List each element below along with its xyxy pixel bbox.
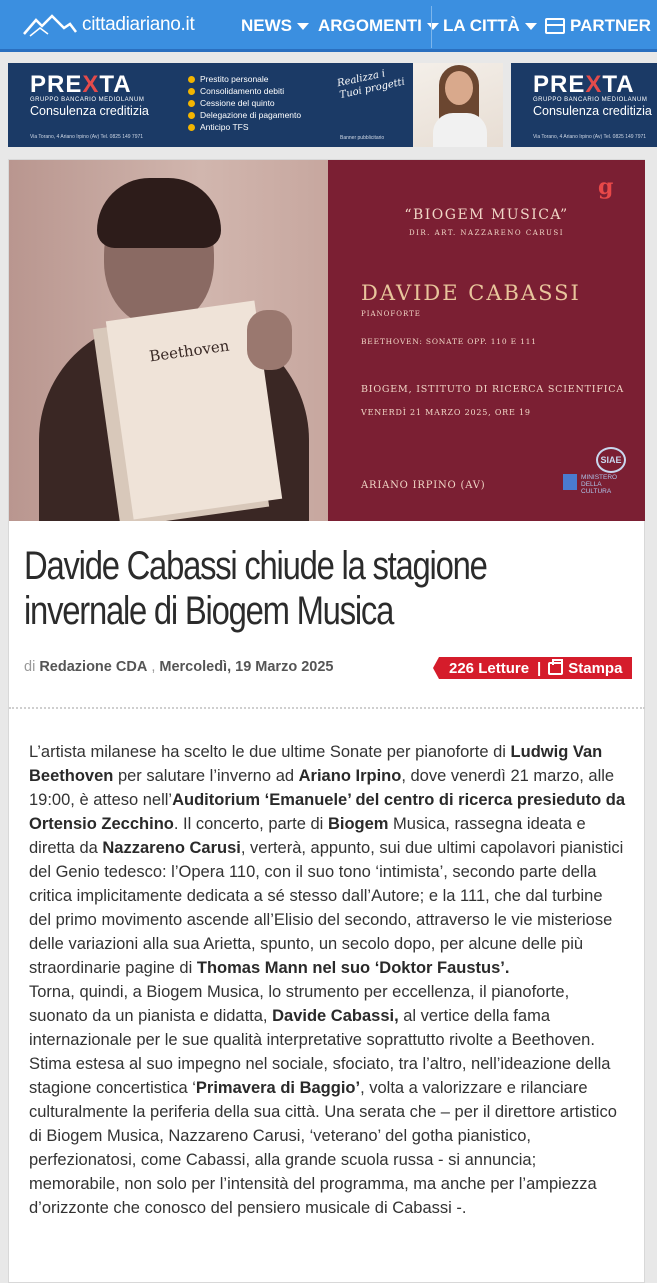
printer-icon[interactable] [548,662,563,675]
ministry-logo: MINISTERO DELLA CULTURA [563,474,633,495]
ad-banner-2[interactable] [511,63,657,147]
body-text: , dove venerdì 21 marzo, alle 19:00, è atteso nell’ [29,767,615,809]
ad-services [188,73,301,133]
ad-tagline: Consulenza creditizia [533,104,652,118]
ad-address: Via Torano, 4 Ariano Irpino (Av) Tel. 0825 149 7971 [30,134,144,140]
check-icon [188,112,195,119]
body-text: L’artista milanese ha scelto le due ultime Sonate per pianoforte di [29,743,511,761]
nav-partner-label: PARTNER [570,16,651,35]
poster-instrument: PIANOFORTE [361,310,421,318]
check-icon [188,124,195,131]
list-item: Anticipo TFS [188,121,301,133]
poster-venue: BIOGEM, ISTITUTO DI RICERCA SCIENTIFICA [361,384,624,395]
ad-address: Via Torano, 4 Ariano Irpino (Av) Tel. 0825 149 7971 [533,134,647,140]
poster-text-panel [328,160,645,521]
by-label: di [24,659,36,675]
author-link[interactable]: Redazione CDA [39,659,148,675]
ad-brand-sub: GRUPPO BANCARIO MEDIOLANUM [30,97,145,103]
body-text: , verterà, appunto, sui due ultimi capolavori pianistici del Genio tedesco: l’Opera 110, con il suo tono ‘intimista’, secondo parte della critica implicitamente dedicata a sé stesso dall’Autore; e la 111, che dal turbine del primo movimento ascende all’Elisio del secondo, attraverso le vie misteriose delle variazioni alla sua Arietta, spunto, un secolo dopo, per alcune delle più straordinarie pagine di [29,839,624,977]
ad-photo [413,63,503,147]
article-paragraph [29,980,629,1220]
article-hero-image[interactable] [9,160,645,521]
ad-brand: PREXTA [533,71,635,98]
mountain-logo-icon [22,12,78,38]
publish-date: Mercoledì, 19 Marzo 2025 [159,659,334,675]
body-text: per salutare l’inverno ad [113,767,299,785]
nav-news[interactable] [241,0,309,52]
bold-text: Ariano Irpino [298,767,402,785]
bold-text: Thomas Mann nel suo ‘Doktor Faustus’. [196,959,510,977]
check-icon [188,76,195,83]
bold-text: Davide Cabassi, [272,1007,399,1025]
chevron-down-icon [525,23,537,30]
check-icon [188,88,195,95]
meta-comma: , [151,659,156,675]
nav-partner[interactable] [545,0,651,52]
body-text: al vertice della fama internazionale per le sue qualità interpretative soprattutto rivolte a Beethoven. Stima estesa al suo impegno nel sociale, sfociato, tra l’altro, nell’ideazione della stagione concertistica ‘ [29,1007,611,1097]
ad-banner[interactable] [8,63,503,147]
body-text: Torna, quindi, a Biogem Musica, lo strumento per eccellenza, il pianoforte, suonato da un pianista e didatta, [29,983,570,1025]
bold-text: Biogem [327,815,389,833]
nav-news-label: NEWS [241,16,292,35]
list-item: Delegazione di pagamento [188,109,301,121]
article-paragraph [29,740,629,980]
book-title: Beethoven [148,336,231,366]
list-item: Prestito personale [188,73,301,85]
nav-la-citta[interactable] [443,0,537,52]
nav-argomenti[interactable] [318,0,439,52]
print-button[interactable]: Stampa [568,659,623,677]
pianist-photo [9,160,328,521]
meta-divider [9,707,645,709]
logo-text: cittadiariano.it [82,14,195,35]
biogem-logo: g [598,174,614,200]
bold-text: Ludwig Van Beethoven [29,743,603,785]
nav-divider [431,6,432,48]
top-nav [0,0,657,52]
ad-slogan: Realizza i Tuoi progetti [336,68,406,102]
body-text: , volta a valorizzare e rilanciare culturalmente la periferia della sua città. Una serata che – per il direttore artistico di Biogem Musica, Nazzareno Carusi, ‘veterano’ del gotha pianistico, perfezionatosi, come Cabassi, alla grande scuola russa - si annuncia; memorabile, non solo per l’intensità del programma, ma anche per l’ampiezza d’orizzonte che conosco del pensiero musicale di Cabassi -. [29,1079,617,1217]
article-meta [24,659,333,675]
article-card [8,159,645,1283]
poster-artist-name: DAVIDE CABASSI [361,281,581,305]
site-logo[interactable] [22,12,194,38]
ministry-icon [563,474,577,490]
ad-brand: PREXTA [30,71,132,98]
article-body [29,740,629,1220]
ad-brand-sub: GRUPPO BANCARIO MEDIOLANUM [533,97,648,103]
credit-card-icon [545,18,565,34]
nav-la-citta-label: LA CITTÀ [443,16,520,35]
poster-director: DIR. ART. NAZZARENO CARUSI [409,229,564,237]
poster-program: BEETHOVEN: SONATE OPP. 110 E 111 [361,337,537,346]
bold-text: Primavera di Baggio’ [195,1079,361,1097]
chevron-down-icon [297,23,309,30]
bold-text: Nazzareno Carusi [102,839,241,857]
list-item: Cessione del quinto [188,97,301,109]
body-text: Musica, rassegna ideata e diretta da [29,815,586,857]
bold-text: Auditorium ‘Emanuele’ del centro di ricerca presieduto da Ortensio Zecchino [29,791,626,833]
ad-note: Banner pubblicitario [340,135,385,141]
poster-series: “BIOGEM MUSICA” [404,207,569,223]
read-count: 226 Letture [449,659,530,677]
check-icon [188,100,195,107]
body-text: . Il concerto, parte di [173,815,328,833]
chevron-down-icon [427,23,439,30]
poster-place: ARIANO IRPINO (AV) [361,480,486,491]
ad-tagline: Consulenza creditizia [30,104,149,118]
nav-argomenti-label: ARGOMENTI [318,16,422,35]
siae-logo: SIAE [596,447,626,473]
reads-print-badge [439,657,632,679]
badge-separator: | [537,659,542,677]
list-item: Consolidamento debiti [188,85,301,97]
poster-date: VENERDÌ 21 MARZO 2025, ORE 19 [361,408,531,417]
article-title: Davide Cabassi chiude la stagione invernale di Biogem Musica [24,544,487,633]
